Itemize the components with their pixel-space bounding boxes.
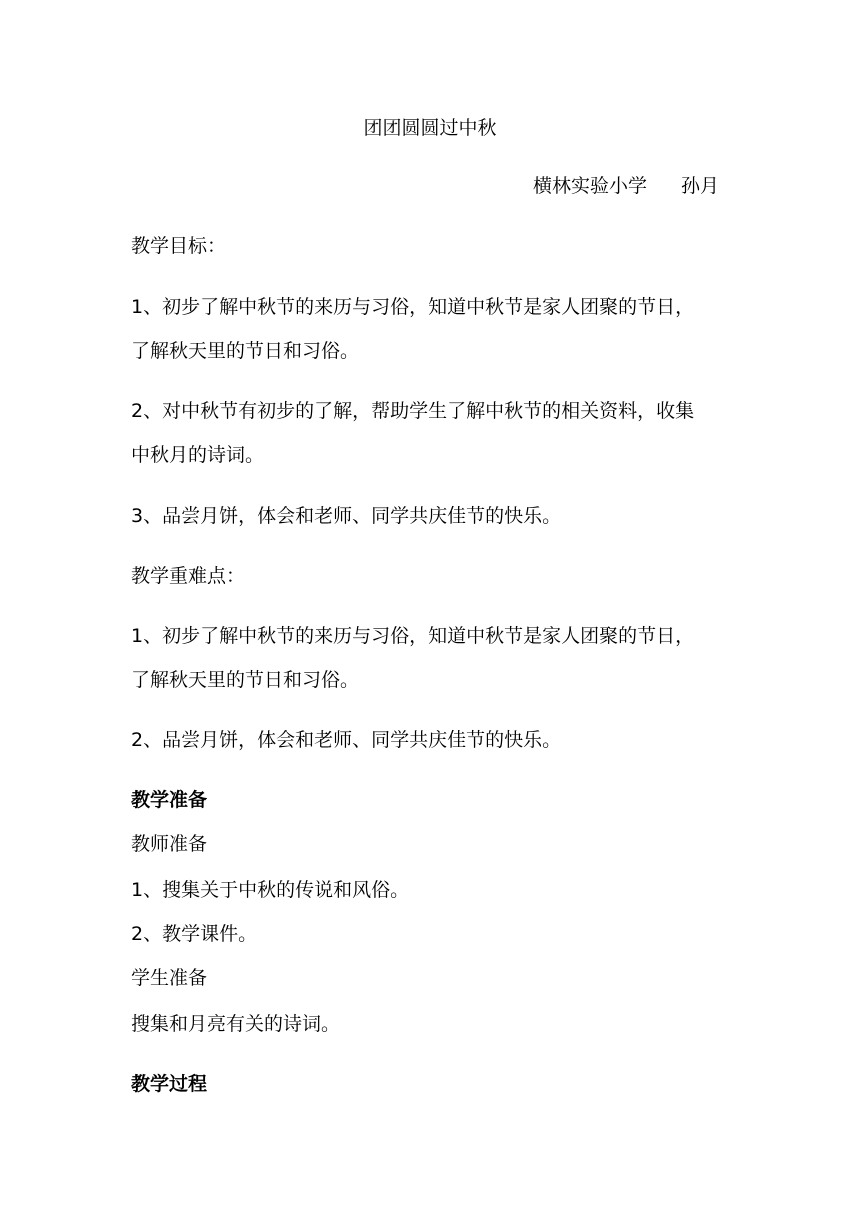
goal-1-line-2: 了解秋天里的节日和习俗。 [131, 340, 360, 362]
goals-heading: 教学目标： [131, 235, 227, 257]
author-name: 孙月 [681, 175, 720, 197]
author-line [533, 173, 719, 199]
goal-1-line-1: 1、初步了解中秋节的来历与习俗，知道中秋节是家人团聚的节日， [131, 296, 695, 318]
teacher-preparation-heading: 教师准备 [131, 833, 208, 855]
school-name: 横林实验小学 [533, 175, 648, 197]
goal-2-line-1: 2、对中秋节有初步的了解，帮助学生了解中秋节的相关资料，收集 [131, 400, 695, 422]
teacher-preparation-item-1: 1、搜集关于中秋的传说和风俗。 [131, 879, 410, 901]
document-title: 团团圆圆过中秋 [363, 117, 497, 139]
student-preparation-heading: 学生准备 [131, 967, 208, 989]
process-heading: 教学过程 [131, 1073, 208, 1095]
key-point-2-line-1: 2、品尝月饼，体会和老师、同学共庆佳节的快乐。 [131, 729, 562, 751]
goal-3-line-1: 3、品尝月饼，体会和老师、同学共庆佳节的快乐。 [131, 505, 562, 527]
goal-2-line-2: 中秋月的诗词。 [131, 444, 265, 466]
preparation-heading: 教学准备 [131, 789, 208, 811]
teacher-preparation-item-2: 2、教学课件。 [131, 923, 258, 945]
key-point-1-line-1: 1、初步了解中秋节的来历与习俗，知道中秋节是家人团聚的节日， [131, 625, 695, 647]
student-preparation-item-1: 搜集和月亮有关的诗词。 [131, 1013, 341, 1035]
key-points-heading: 教学重难点： [131, 565, 246, 587]
key-point-1-line-2: 了解秋天里的节日和习俗。 [131, 669, 360, 691]
